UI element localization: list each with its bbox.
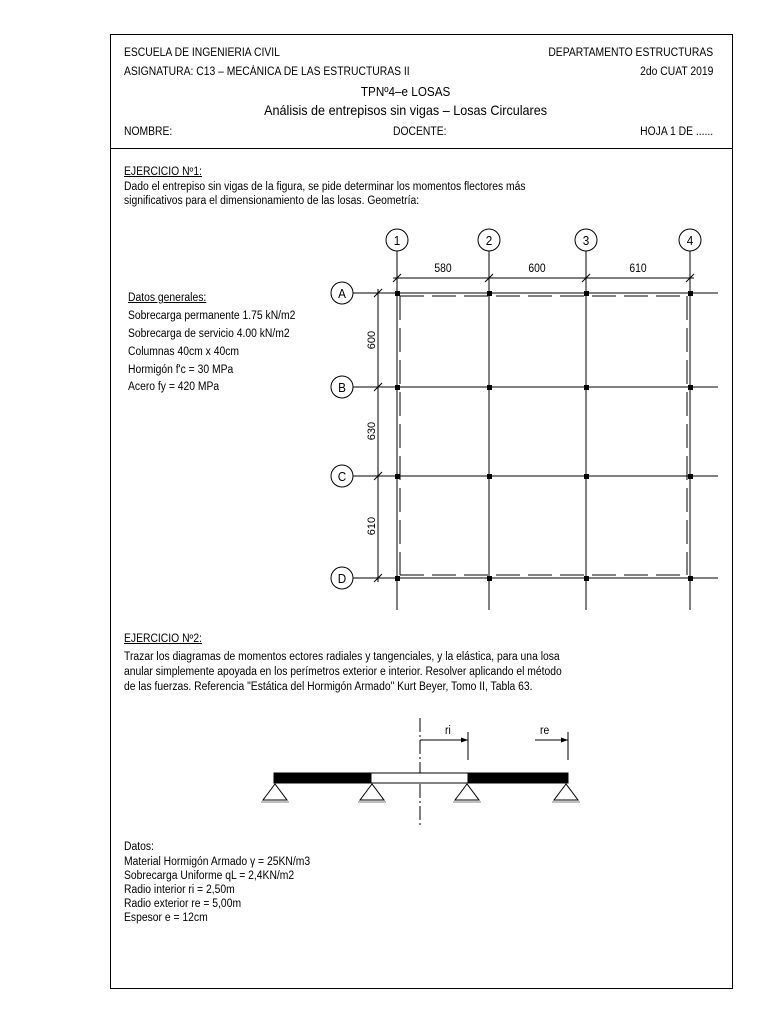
general-data-item: Sobrecarga permanente 1.75 kN/m2	[128, 310, 296, 322]
exercise2-text-line3: de las fuerzas. Referencia "Estática del Hormigón Armado" Kurt Beyer, Tomo II, Tabla 63.	[124, 681, 533, 693]
general-data-heading: Datos generales:	[128, 292, 207, 304]
outer-radius-label: re	[540, 725, 550, 737]
grid-label-row: C	[337, 469, 347, 484]
grid-label-col: 3	[582, 233, 590, 248]
exercise1-heading: EJERCICIO Nº1:	[124, 166, 202, 178]
grid-label-row: B	[338, 380, 346, 395]
grid-label-col: 4	[686, 233, 694, 248]
exercise2-data-item: Espesor e = 12cm	[124, 912, 208, 924]
exercise1-text-line1: Dado el entrepiso sin vigas de la figura, se pide determinar los momentos flectores más	[124, 181, 526, 193]
exercise1-text-line2: significativos para el dimensionamiento de las losas. Geometría:	[124, 195, 420, 207]
general-data-item: Acero fy = 420 MPa	[128, 381, 220, 393]
span-dimension-x: 610	[629, 263, 647, 275]
span-dimension-y: 610	[366, 516, 378, 536]
grid-label-row: A	[338, 286, 346, 301]
exercise2-data-item: Radio interior ri = 2,50m	[124, 884, 235, 896]
exercise2-data-item: Material Hormigón Armado γ = 25KN/m3	[124, 856, 311, 868]
exercise2-heading: EJERCICIO Nº2:	[124, 633, 202, 645]
general-data-item: Columnas 40cm x 40cm	[128, 346, 240, 358]
general-data-item: Sobrecarga de servicio 4.00 kN/m2	[128, 328, 290, 340]
exercise2-data-item: Radio exterior re = 5,00m	[124, 898, 242, 910]
general-data-item: Hormigón f'c = 30 MPa	[128, 364, 234, 376]
grid-label-col: 2	[485, 233, 493, 248]
exercise2-text-line2: anular simplemente apoyada en los perímetros exterior e interior. Resolver aplicando el método	[124, 666, 562, 678]
subject-line: ASIGNATURA: C13 – MECÁNICA DE LAS ESTRUCTURAS II	[124, 66, 410, 78]
term-label: 2do CUAT 2019	[639, 66, 713, 78]
exercise2-text-line1: Trazar los diagramas de momentos ectores radiales y tangenciales, y la elástica, para una losa	[124, 651, 560, 663]
span-dimension-x: 600	[528, 263, 546, 275]
page-label: HOJA 1 DE ......	[639, 126, 713, 138]
document-title: TPNº4–e LOSAS	[360, 84, 451, 99]
document-subtitle: Análisis de entrepisos sin vigas – Losas Circulares	[264, 102, 548, 118]
grid-label-col: 1	[393, 233, 401, 248]
school-name: ESCUELA DE INGENIERIA CIVIL	[124, 47, 280, 59]
span-dimension-y: 600	[366, 330, 378, 350]
name-label: NOMBRE:	[124, 126, 173, 138]
teacher-label: DOCENTE:	[393, 126, 447, 138]
exercise2-data-item: Sobrecarga Uniforme qL = 2,4KN/m2	[124, 870, 295, 882]
span-dimension-x: 580	[434, 263, 452, 275]
inner-radius-label: ri	[445, 725, 451, 737]
department-name: DEPARTAMENTO ESTRUCTURAS	[548, 47, 713, 59]
grid-label-row: D	[337, 571, 347, 586]
span-dimension-y: 630	[366, 421, 378, 441]
exercise2-data-heading: Datos:	[124, 841, 154, 853]
